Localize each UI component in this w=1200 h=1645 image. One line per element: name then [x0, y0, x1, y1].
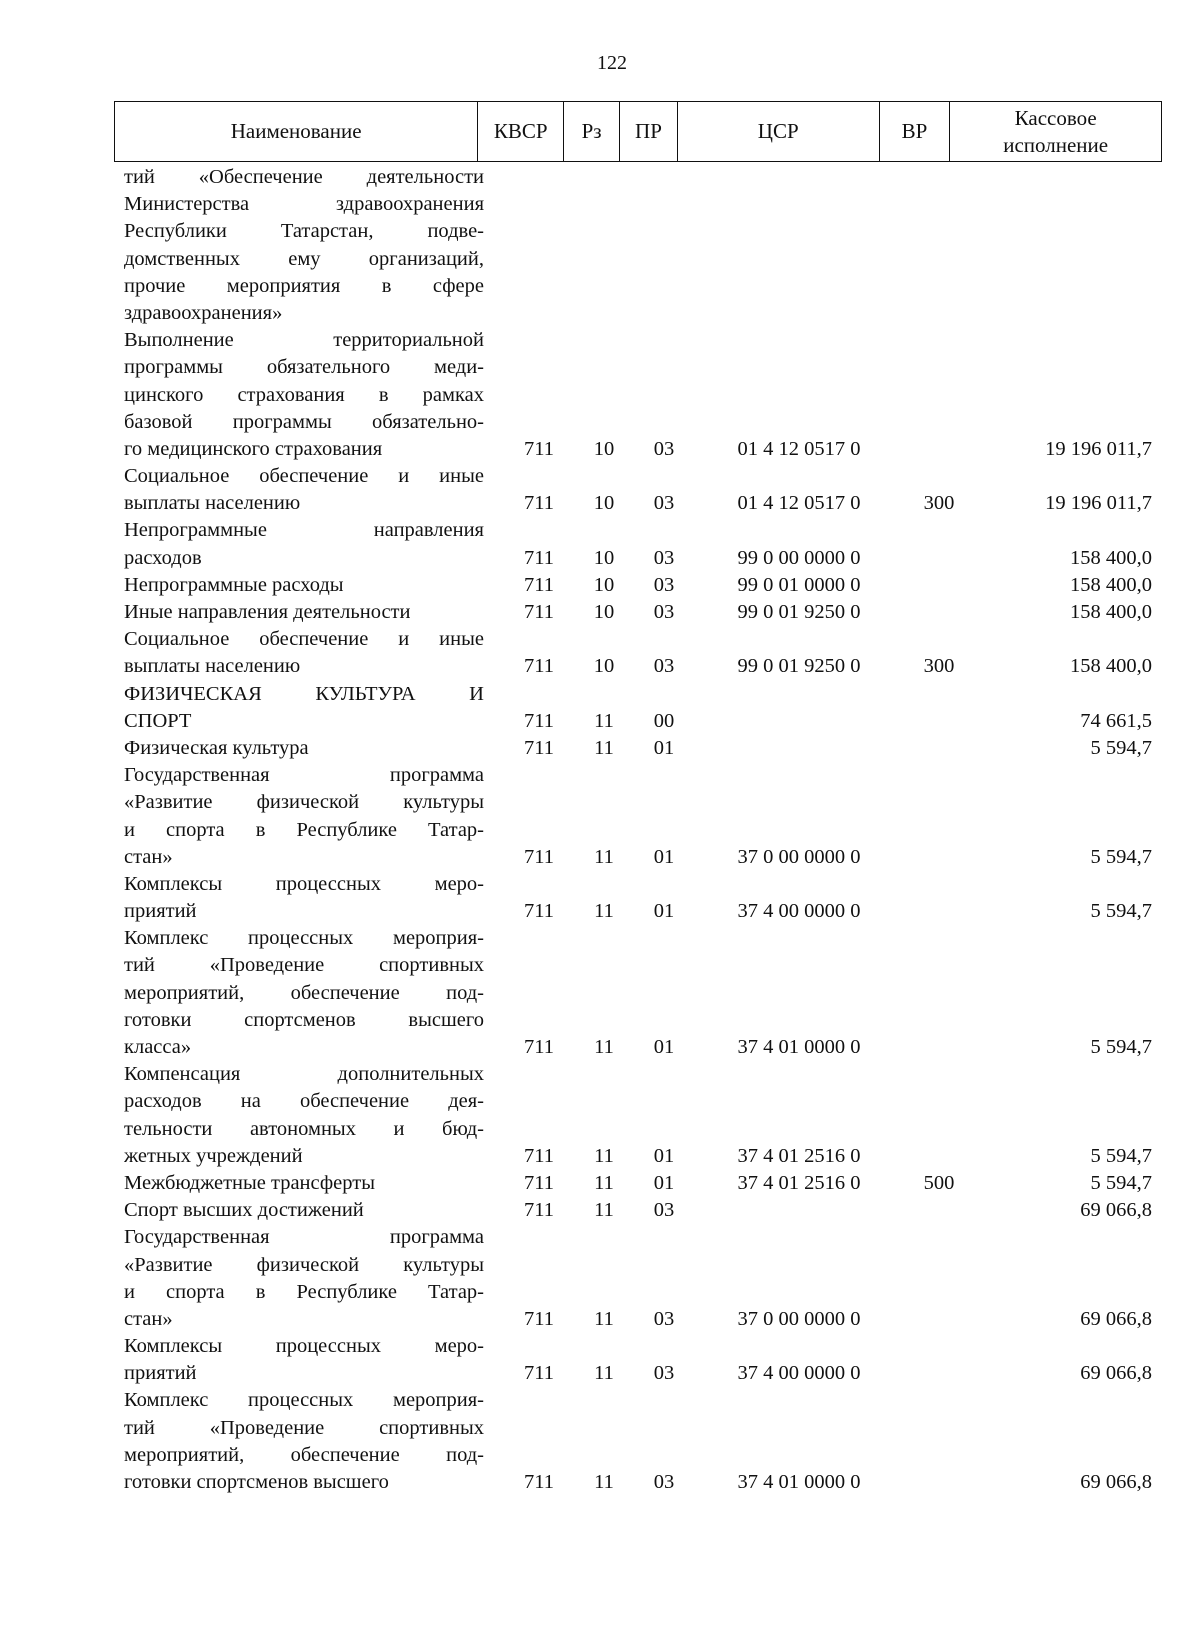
row-name-line: Выполнение территориальной — [124, 329, 484, 352]
table-row — [124, 1061, 1164, 1170]
table-row — [124, 1197, 1164, 1224]
row-pr: 03 — [653, 655, 675, 678]
row-name-line: мероприятий, обеспечение под- — [124, 1443, 484, 1466]
row-amount — [984, 300, 1152, 327]
row-rz: 10 — [593, 546, 615, 569]
header-amount — [950, 102, 1161, 161]
row-rz: 11 — [594, 1144, 614, 1167]
row-name — [124, 517, 484, 571]
table-row — [124, 463, 1164, 517]
row-name-line: Социальное обеспечение и иные — [124, 465, 484, 488]
row-kvsr: 711 — [524, 655, 554, 678]
row-name-line: Комплекс процессных мероприя- — [124, 1389, 484, 1412]
row-kvsr: 711 — [524, 1144, 554, 1167]
row-rz: 11 — [594, 1171, 614, 1194]
row-amount: 74 661,5 — [1080, 709, 1152, 732]
row-name — [124, 762, 484, 871]
row-pr: 01 — [653, 1171, 675, 1194]
row-name-line: «Развитие физической культуры — [124, 1253, 484, 1276]
table-row — [124, 1224, 1164, 1333]
row-pr: 03 — [653, 492, 675, 515]
row-name-line: «Развитие физической культуры — [124, 791, 484, 814]
row-name — [124, 599, 484, 626]
row-name-line: выплаты населению — [124, 655, 301, 678]
row-kvsr: 711 — [524, 1362, 554, 1385]
row-kvsr: 711 — [524, 709, 554, 732]
row-name — [124, 1170, 484, 1197]
table-row — [124, 871, 1164, 925]
row-name-line: Межбюджетные трансферты — [124, 1171, 375, 1194]
row-name-line: домственных ему организаций, — [124, 247, 484, 270]
row-name-line: здравоохранения» — [124, 301, 283, 324]
row-amount: 5 594,7 — [1090, 1144, 1152, 1167]
row-name-line: СПОРТ — [124, 709, 192, 732]
header-kvsr: КВСР — [478, 102, 564, 161]
table-row — [124, 164, 1164, 327]
row-csr: 37 0 00 0000 0 — [737, 845, 861, 868]
row-csr: 37 4 01 2516 0 — [737, 1144, 861, 1167]
header-amount-line2: исполнение — [1003, 132, 1109, 157]
row-rz: 10 — [593, 437, 615, 460]
row-name-line: тий «Обеспечение деятельности — [124, 166, 484, 188]
row-amount: 158 400,0 — [1070, 573, 1152, 596]
table-row — [124, 925, 1164, 1061]
row-name-line: Спорт высших достижений — [124, 1199, 364, 1222]
table-body — [124, 164, 1164, 1496]
row-amount: 5 594,7 — [1090, 1036, 1152, 1058]
row-name — [124, 572, 484, 599]
table-row — [124, 681, 1164, 735]
row-name — [124, 1387, 484, 1496]
row-amount: 69 066,8 — [1080, 1199, 1152, 1222]
row-rz: 10 — [593, 573, 615, 596]
row-csr — [704, 735, 894, 762]
row-name — [124, 681, 484, 735]
row-amount: 69 066,8 — [1080, 1307, 1152, 1330]
row-rz: 11 — [594, 1362, 614, 1385]
row-name-line: мероприятий, обеспечение под- — [124, 981, 484, 1004]
row-name-line: жетных учреждений — [124, 1144, 303, 1167]
row-rz: 11 — [594, 1199, 614, 1222]
row-amount: 5 594,7 — [1090, 845, 1152, 868]
row-pr: 01 — [653, 736, 675, 759]
row-name-line: цинского страхования в рамках — [124, 383, 484, 406]
table-row — [124, 626, 1164, 680]
table-row — [124, 735, 1164, 762]
row-rz: 11 — [594, 845, 614, 868]
row-vr — [912, 1469, 966, 1496]
row-csr: 99 0 01 9250 0 — [737, 601, 861, 623]
row-vr — [912, 1143, 966, 1170]
row-name-line: го медицинского страхования — [124, 437, 383, 460]
row-name — [124, 463, 484, 517]
row-name — [124, 735, 484, 762]
row-rz: 11 — [594, 1471, 614, 1493]
header-rz: Рз — [564, 102, 620, 161]
row-csr — [704, 300, 894, 327]
table-row — [124, 1333, 1164, 1387]
row-amount: 69 066,8 — [1080, 1471, 1152, 1493]
row-kvsr — [518, 300, 560, 327]
row-csr: 01 4 12 0517 0 — [737, 492, 861, 515]
row-name — [124, 1061, 484, 1170]
row-name-line: тельности автономных и бюд- — [124, 1117, 484, 1140]
row-rz — [588, 300, 620, 327]
row-pr: 03 — [653, 573, 675, 596]
row-name — [124, 164, 484, 327]
row-kvsr: 711 — [524, 900, 554, 923]
row-name-line: приятий — [124, 900, 197, 923]
row-vr — [912, 898, 966, 925]
row-vr — [912, 1360, 966, 1387]
page-number: 122 — [597, 52, 627, 74]
row-csr: 37 4 00 0000 0 — [737, 1362, 861, 1385]
row-pr: 03 — [653, 1471, 675, 1493]
row-amount: 5 594,7 — [1090, 900, 1152, 923]
row-rz: 10 — [593, 655, 615, 678]
table-row — [124, 599, 1164, 626]
row-kvsr: 711 — [524, 736, 554, 759]
row-kvsr: 711 — [524, 573, 554, 596]
row-kvsr: 711 — [524, 1307, 554, 1330]
row-amount: 5 594,7 — [1090, 736, 1152, 759]
row-csr — [704, 1197, 894, 1224]
row-name-line: стан» — [124, 845, 173, 868]
row-rz: 11 — [594, 709, 614, 732]
row-pr — [644, 300, 684, 327]
row-kvsr: 711 — [524, 1199, 554, 1222]
row-name-line: приятий — [124, 1362, 197, 1385]
row-kvsr: 711 — [524, 492, 554, 515]
row-kvsr: 711 — [524, 546, 554, 569]
row-pr: 03 — [653, 1199, 675, 1222]
row-kvsr: 711 — [524, 1171, 554, 1194]
row-name — [124, 1224, 484, 1333]
row-vr — [912, 300, 966, 327]
row-rz: 11 — [594, 736, 614, 759]
row-amount: 158 400,0 — [1070, 546, 1152, 569]
row-name — [124, 871, 484, 925]
row-name-line: Комплекс процессных мероприя- — [124, 927, 484, 950]
row-vr — [912, 735, 966, 762]
table-row — [124, 327, 1164, 463]
row-csr: 37 0 00 0000 0 — [737, 1307, 861, 1330]
header-csr: ЦСР — [678, 102, 880, 161]
row-name-line: Социальное обеспечение и иные — [124, 628, 484, 651]
row-name-line: Компенсация дополнительных — [124, 1063, 484, 1086]
row-name-line: Физическая культура — [124, 736, 309, 759]
row-name-line: Государственная программа — [124, 1226, 484, 1249]
row-pr: 03 — [653, 601, 675, 623]
table-row — [124, 572, 1164, 599]
table-header — [114, 101, 1162, 162]
row-name-line: базовой программы обязательно- — [124, 410, 484, 433]
row-name-line: расходов — [124, 546, 202, 569]
table-row — [124, 1170, 1164, 1197]
row-amount: 158 400,0 — [1070, 655, 1152, 678]
table-row — [124, 762, 1164, 871]
row-name-line: и спорта в Республике Татар- — [124, 1280, 484, 1303]
row-name-line: Республики Татарстан, подве- — [124, 220, 484, 243]
row-amount: 158 400,0 — [1070, 601, 1152, 623]
row-pr: 01 — [653, 1144, 675, 1167]
row-vr — [912, 1306, 966, 1333]
row-name-line: расходов на обеспечение дея- — [124, 1090, 484, 1113]
row-name-line: стан» — [124, 1307, 173, 1330]
row-vr: 300 — [923, 492, 955, 515]
row-pr: 03 — [653, 546, 675, 569]
row-rz: 11 — [594, 1036, 614, 1058]
row-name-line: Иные направления деятельности — [124, 601, 411, 623]
row-name-line: выплаты населению — [124, 492, 301, 515]
row-name-line: Министерства здравоохранения — [124, 193, 484, 216]
row-kvsr: 711 — [524, 845, 554, 868]
row-name-line: Непрограммные направления — [124, 519, 484, 542]
row-vr: 500 — [923, 1171, 955, 1194]
row-csr: 99 0 01 0000 0 — [737, 573, 861, 596]
row-vr — [912, 599, 966, 626]
row-rz: 10 — [593, 492, 615, 515]
row-pr: 03 — [653, 437, 675, 460]
row-csr: 99 0 00 0000 0 — [737, 546, 861, 569]
row-name-line: тий «Проведение спортивных — [124, 1416, 484, 1439]
row-kvsr: 711 — [524, 437, 554, 460]
row-name-line: ФИЗИЧЕСКАЯ КУЛЬТУРА И — [124, 682, 484, 705]
row-amount: 69 066,8 — [1080, 1362, 1152, 1385]
row-csr: 37 4 01 0000 0 — [737, 1036, 861, 1058]
row-csr: 37 4 01 2516 0 — [737, 1171, 861, 1194]
row-vr — [912, 1034, 966, 1061]
row-name-line: Комплексы процессных меро- — [124, 1335, 484, 1358]
row-name-line: готовки спортсменов высшего — [124, 1008, 484, 1031]
row-amount: 19 196 011,7 — [1045, 437, 1152, 460]
row-vr — [912, 1197, 966, 1224]
row-kvsr: 711 — [524, 601, 554, 623]
header-pr: ПР — [620, 102, 678, 161]
header-name: Наименование — [115, 102, 478, 161]
row-name-line: Государственная программа — [124, 764, 484, 787]
row-name — [124, 626, 484, 680]
row-vr — [912, 436, 966, 463]
row-csr: 37 4 00 0000 0 — [737, 900, 861, 923]
row-name-line: Комплексы процессных меро- — [124, 872, 484, 895]
row-kvsr: 711 — [524, 1036, 554, 1058]
row-pr: 00 — [653, 709, 675, 732]
row-csr: 99 0 01 9250 0 — [737, 655, 861, 678]
header-amount-line1: Кассовое — [1014, 105, 1097, 130]
row-pr: 01 — [653, 900, 675, 923]
table-row — [124, 517, 1164, 571]
row-vr — [912, 572, 966, 599]
row-name-line: тий «Проведение спортивных — [124, 954, 484, 977]
row-pr: 01 — [653, 845, 675, 868]
row-csr — [704, 708, 894, 735]
row-csr: 01 4 12 0517 0 — [737, 437, 861, 460]
row-vr — [912, 545, 966, 572]
row-rz: 10 — [593, 601, 615, 623]
header-vr: ВР — [880, 102, 951, 161]
row-pr: 03 — [653, 1307, 675, 1330]
row-name-line: класса» — [124, 1036, 192, 1058]
row-pr: 01 — [653, 1036, 675, 1058]
row-name — [124, 925, 484, 1061]
row-name — [124, 1197, 484, 1224]
table-row — [124, 1387, 1164, 1496]
row-vr — [912, 844, 966, 871]
row-name — [124, 327, 484, 463]
row-rz: 11 — [594, 900, 614, 923]
row-name-line: Непрограммные расходы — [124, 573, 344, 596]
row-vr — [912, 708, 966, 735]
row-name-line: программы обязательного меди- — [124, 356, 484, 379]
row-amount: 19 196 011,7 — [1045, 492, 1152, 515]
row-kvsr: 711 — [524, 1471, 554, 1493]
row-vr: 300 — [923, 655, 955, 678]
row-csr: 37 4 01 0000 0 — [737, 1471, 861, 1493]
row-pr: 03 — [653, 1362, 675, 1385]
row-name-line: готовки спортсменов высшего — [124, 1471, 389, 1493]
row-name — [124, 1333, 484, 1387]
row-name-line: и спорта в Республике Татар- — [124, 818, 484, 841]
row-name-line: прочие мероприятия в сфере — [124, 274, 484, 297]
row-rz: 11 — [594, 1307, 614, 1330]
row-amount: 5 594,7 — [1090, 1171, 1152, 1194]
